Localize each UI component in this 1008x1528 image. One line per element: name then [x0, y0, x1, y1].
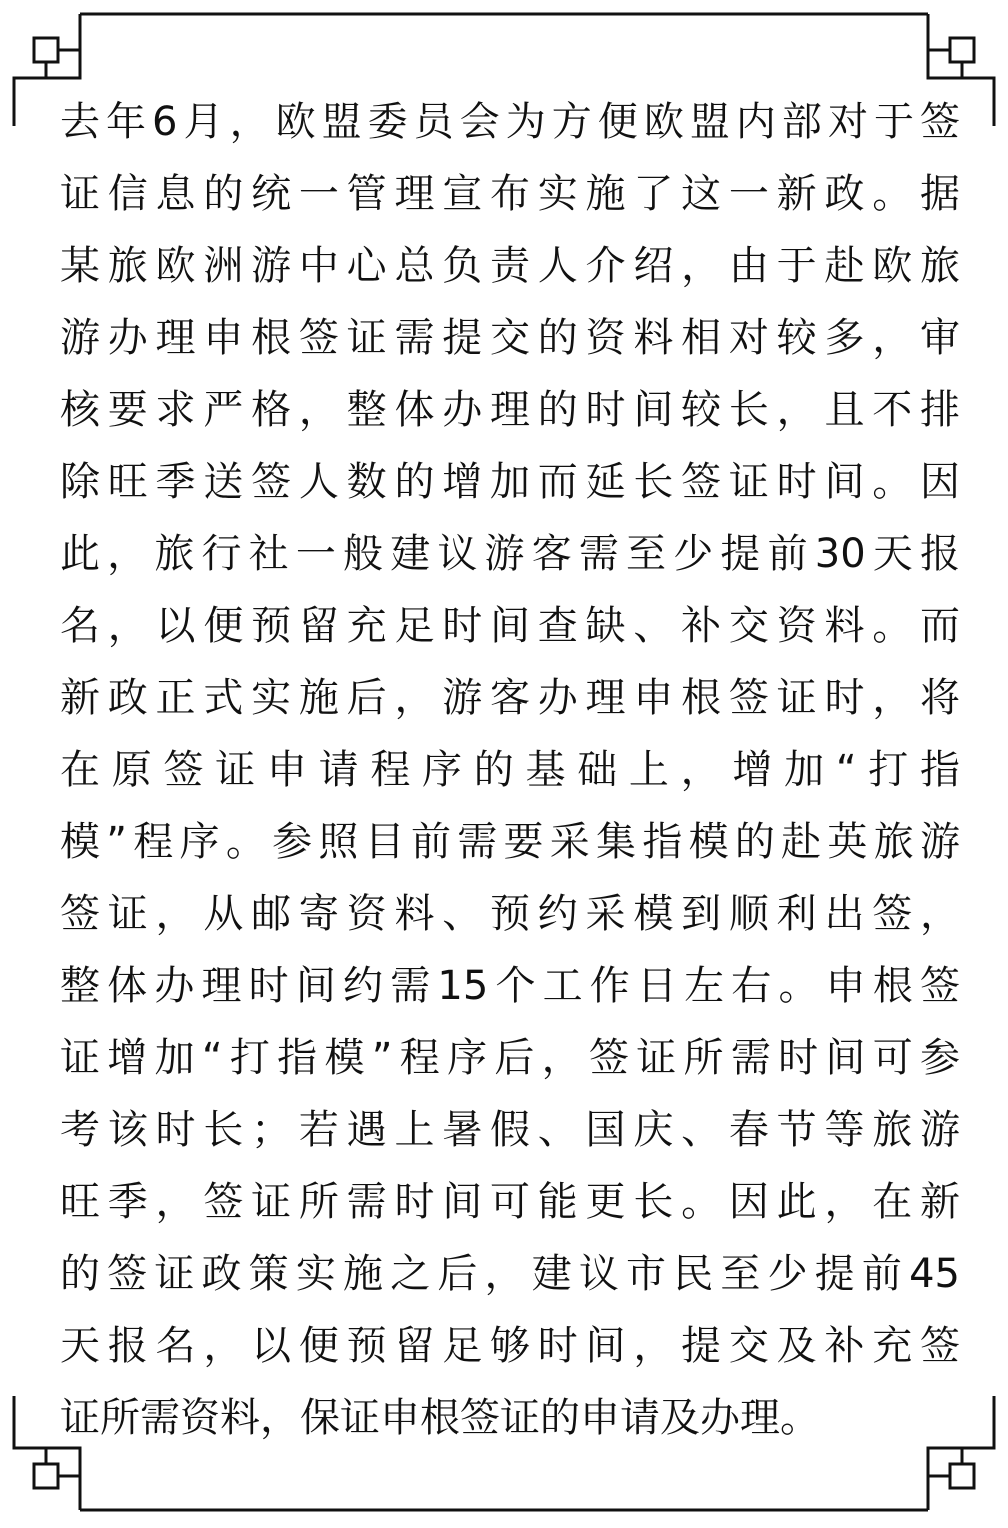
text-line: 去年6月，欧盟委员会为方便欧盟内部对于签	[60, 99, 960, 145]
text-line: 名，以便预留充足时间查缺、补交资料。而	[60, 603, 960, 649]
text-line: 证所需资料，保证申根签证的申请及办理。	[60, 1395, 820, 1441]
text-line: 游办理申根签证需提交的资料相对较多，审	[60, 315, 960, 361]
text-line: 核要求严格，整体办理的时间较长，且不排	[60, 387, 960, 433]
text-line: 旺季，签证所需时间可能更长。因此，在新	[60, 1179, 960, 1225]
text-line: 天报名，以便预留足够时间，提交及补充签	[60, 1323, 960, 1369]
text-line: 的签证政策实施之后，建议市民至少提前45	[60, 1251, 960, 1297]
text-line: 签证，从邮寄资料、预约采模到顺利出签，	[60, 891, 960, 937]
text-line: 考该时长；若遇上暑假、国庆、春节等旅游	[60, 1107, 960, 1153]
text-line: 模”程序。参照目前需要采集指模的赴英旅游	[60, 819, 960, 865]
text-line: 某旅欧洲游中心总负责人介绍，由于赴欧旅	[60, 243, 960, 289]
text-line: 此，旅行社一般建议游客需至少提前30天报	[60, 531, 960, 577]
text-line: 证信息的统一管理宣布实施了这一新政。据	[60, 171, 960, 217]
text-line: 证增加“打指模”程序后，签证所需时间可参	[60, 1035, 960, 1081]
text-line: 除旺季送签人数的增加而延长签证时间。因	[60, 459, 960, 505]
text-line: 在原签证申请程序的基础上，增加“打指	[60, 747, 960, 793]
text-line: 新政正式实施后，游客办理申根签证时，将	[60, 675, 960, 721]
text-line: 整体办理时间约需15个工作日左右。申根签	[60, 963, 960, 1009]
article-body	[60, 86, 960, 1454]
